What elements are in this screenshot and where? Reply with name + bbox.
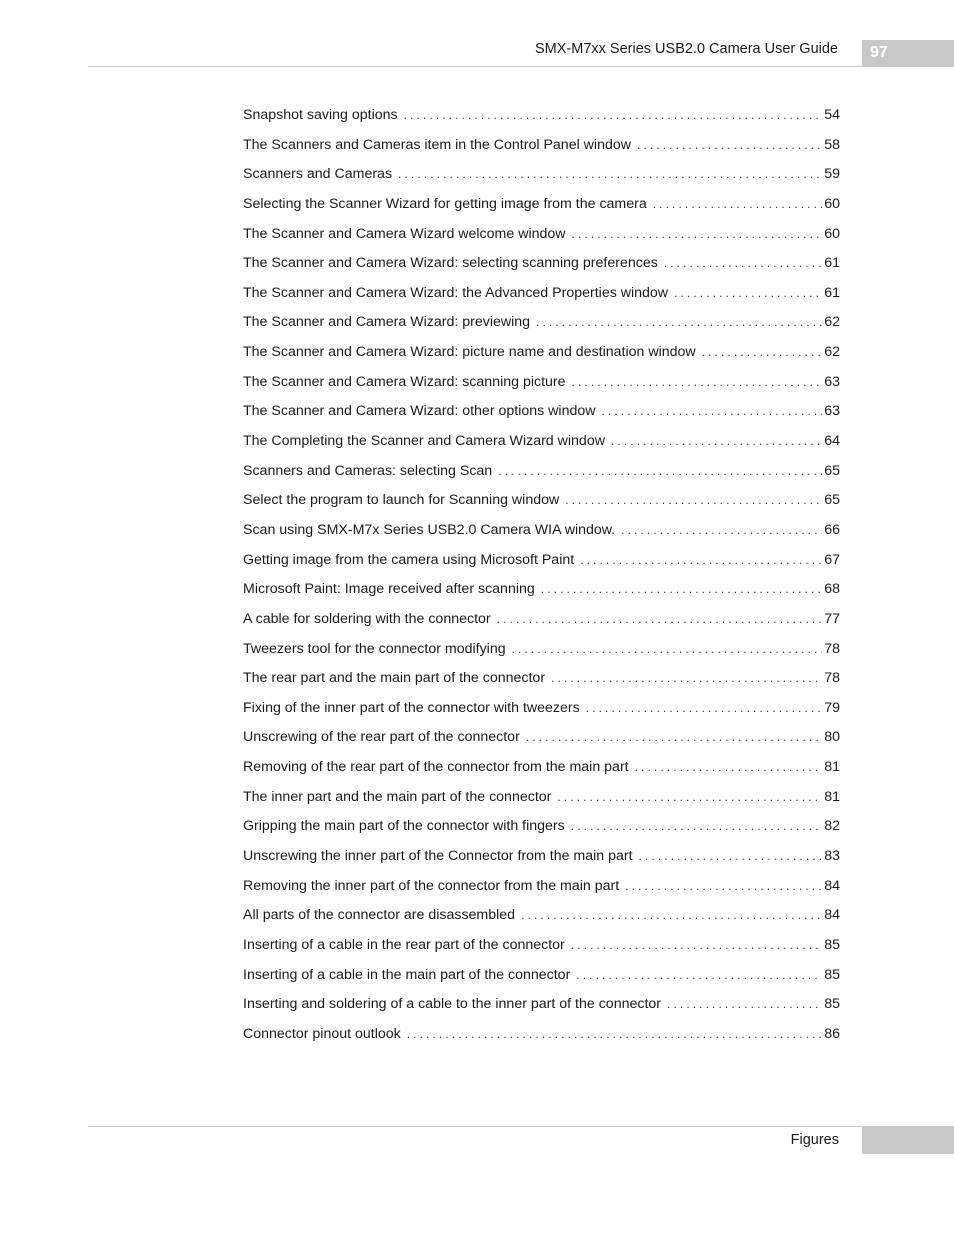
toc-entry[interactable] (243, 991, 840, 1021)
entry-page-number: 67 (824, 551, 840, 568)
page-number: 97 (862, 40, 954, 66)
dot-leader (398, 161, 822, 187)
entry-page-number: 60 (824, 225, 840, 242)
entry-page-number: 68 (824, 581, 840, 598)
toc-entry[interactable] (243, 576, 840, 606)
dot-leader (541, 576, 822, 602)
entry-page-number: 59 (824, 166, 840, 183)
entry-title: Unscrewing the inner part of the Connector from the main part (243, 848, 633, 865)
dot-leader (586, 695, 822, 721)
entry-page-number: 62 (824, 344, 840, 361)
toc-entry[interactable] (243, 547, 840, 577)
entry-page-number: 60 (824, 195, 840, 212)
section-label: Figures (790, 1132, 839, 1148)
dot-leader (639, 843, 823, 869)
entry-page-number: 84 (824, 877, 840, 894)
entry-page-number: 80 (824, 729, 840, 746)
entry-page-number: 66 (824, 521, 840, 538)
entry-page-number: 61 (824, 284, 840, 301)
dot-leader (637, 132, 822, 158)
toc-entry[interactable] (243, 962, 840, 992)
toc-entry[interactable] (243, 517, 840, 547)
entry-page-number: 78 (824, 640, 840, 657)
entry-page-number: 77 (824, 610, 840, 627)
toc-entry[interactable] (243, 932, 840, 962)
entry-title: Snapshot saving options (243, 107, 398, 123)
dot-leader (565, 487, 822, 513)
figures-list (243, 102, 840, 1051)
entry-title: A cable for soldering with the connector (243, 610, 491, 627)
footer-divider (88, 1126, 954, 1127)
entry-title: All parts of the connector are disassembled (243, 907, 516, 924)
dot-leader (576, 962, 822, 988)
entry-title: Scanners and Cameras (243, 166, 393, 183)
toc-entry[interactable] (243, 724, 840, 754)
dot-leader (611, 428, 822, 454)
entry-page-number: 79 (824, 699, 840, 716)
dot-leader (536, 309, 822, 335)
dot-leader (664, 250, 822, 276)
dot-leader (407, 1021, 822, 1047)
entry-title: Microsoft Paint: Image received after scanning (243, 581, 535, 598)
dot-leader (551, 665, 822, 691)
dot-leader (653, 191, 822, 217)
entry-page-number: 85 (824, 936, 840, 953)
dot-leader (580, 547, 822, 573)
dot-leader (404, 102, 823, 128)
toc-entry[interactable] (243, 398, 840, 428)
toc-entry[interactable] (243, 873, 840, 903)
toc-entry[interactable] (243, 1021, 840, 1051)
toc-entry[interactable] (243, 250, 840, 280)
entry-page-number: 61 (824, 255, 840, 272)
entry-title: Fixing of the inner part of the connector with tweezers (243, 699, 580, 716)
entry-title: The Scanner and Camera Wizard: the Advanced Properties window (243, 284, 669, 301)
entry-title: The Scanner and Camera Wizard: picture name and destination window (243, 344, 696, 361)
entry-title: The Completing the Scanner and Camera Wizard window (243, 433, 605, 450)
toc-entry[interactable] (243, 369, 840, 399)
toc-entry[interactable] (243, 191, 840, 221)
toc-entry[interactable] (243, 784, 840, 814)
toc-entry[interactable] (243, 813, 840, 843)
header-divider (88, 66, 954, 67)
toc-entry[interactable] (243, 606, 840, 636)
entry-title: The Scanner and Camera Wizard: other options window (243, 403, 596, 420)
dot-leader (621, 517, 822, 543)
entry-title: Scan using SMX-M7x Series USB2.0 Camera WIA window. (243, 521, 616, 538)
entry-page-number: 54 (824, 107, 840, 123)
toc-entry[interactable] (243, 487, 840, 517)
dot-leader (702, 339, 823, 365)
entry-title: The Scanner and Camera Wizard: previewing (243, 314, 531, 331)
entry-title: Inserting and soldering of a cable to the inner part of the connector (243, 996, 662, 1013)
entry-title: Unscrewing of the rear part of the connector (243, 729, 520, 746)
entry-title: Inserting of a cable in the rear part of the connector (243, 936, 565, 953)
entry-title: The Scanner and Camera Wizard: scanning picture (243, 373, 566, 390)
entry-title: Removing of the rear part of the connector from the main part (243, 759, 629, 776)
entry-page-number: 82 (824, 818, 840, 835)
toc-entry[interactable] (243, 309, 840, 339)
entry-page-number: 64 (824, 433, 840, 450)
dot-leader (498, 458, 822, 484)
entry-page-number: 58 (824, 136, 840, 153)
dot-leader (521, 902, 822, 928)
toc-entry[interactable] (243, 132, 840, 162)
entry-page-number: 63 (824, 373, 840, 390)
toc-entry[interactable] (243, 458, 840, 488)
document-title: SMX-M7xx Series USB2.0 Camera User Guide (535, 41, 838, 57)
entry-page-number: 86 (824, 1025, 840, 1042)
entry-title: Connector pinout outlook (243, 1025, 401, 1042)
entry-page-number: 78 (824, 670, 840, 687)
toc-entry[interactable] (243, 102, 840, 132)
entry-page-number: 83 (824, 848, 840, 865)
toc-entry[interactable] (243, 161, 840, 191)
entry-title: The rear part and the main part of the connector (243, 670, 546, 687)
entry-page-number: 84 (824, 907, 840, 924)
dot-leader (497, 606, 823, 632)
dot-leader (667, 991, 822, 1017)
dot-leader (557, 784, 822, 810)
dot-leader (571, 813, 822, 839)
toc-entry[interactable] (243, 695, 840, 725)
dot-leader (526, 724, 822, 750)
entry-page-number: 81 (824, 759, 840, 776)
entry-title: Gripping the main part of the connector with fingers (243, 818, 565, 835)
toc-entry[interactable] (243, 665, 840, 695)
entry-title: The Scanners and Cameras item in the Control Panel window (243, 136, 631, 153)
toc-entry[interactable] (243, 843, 840, 873)
dot-leader (572, 221, 823, 247)
entry-page-number: 63 (824, 403, 840, 420)
entry-page-number: 81 (824, 788, 840, 805)
entry-page-number: 85 (824, 996, 840, 1013)
dot-leader (674, 280, 822, 306)
entry-title: Tweezers tool for the connector modifying (243, 640, 506, 657)
entry-title: Removing the inner part of the connector from the main part (243, 877, 620, 894)
toc-entry[interactable] (243, 221, 840, 251)
dot-leader (572, 369, 823, 395)
entry-title: The inner part and the main part of the connector (243, 788, 552, 805)
dot-leader (512, 636, 823, 662)
entry-title: Selecting the Scanner Wizard for getting image from the camera (243, 195, 647, 212)
entry-title: Select the program to launch for Scanning window (243, 492, 560, 509)
toc-entry[interactable] (243, 280, 840, 310)
toc-entry[interactable] (243, 754, 840, 784)
dot-leader (635, 754, 823, 780)
toc-entry[interactable] (243, 339, 840, 369)
entry-page-number: 62 (824, 314, 840, 331)
dot-leader (571, 932, 822, 958)
footer-tab (862, 1127, 954, 1154)
toc-entry[interactable] (243, 902, 840, 932)
entry-page-number: 85 (824, 966, 840, 983)
toc-entry[interactable] (243, 428, 840, 458)
entry-title: The Scanner and Camera Wizard welcome window (243, 225, 566, 242)
entry-page-number: 65 (824, 492, 840, 509)
entry-title: Getting image from the camera using Microsoft Paint (243, 551, 575, 568)
dot-leader (602, 398, 823, 424)
toc-entry[interactable] (243, 636, 840, 666)
dot-leader (625, 873, 822, 899)
entry-title: Inserting of a cable in the main part of the connector (243, 966, 571, 983)
entry-title: Scanners and Cameras: selecting Scan (243, 462, 493, 479)
entry-title: The Scanner and Camera Wizard: selecting scanning preferences (243, 255, 658, 272)
entry-page-number: 65 (824, 462, 840, 479)
